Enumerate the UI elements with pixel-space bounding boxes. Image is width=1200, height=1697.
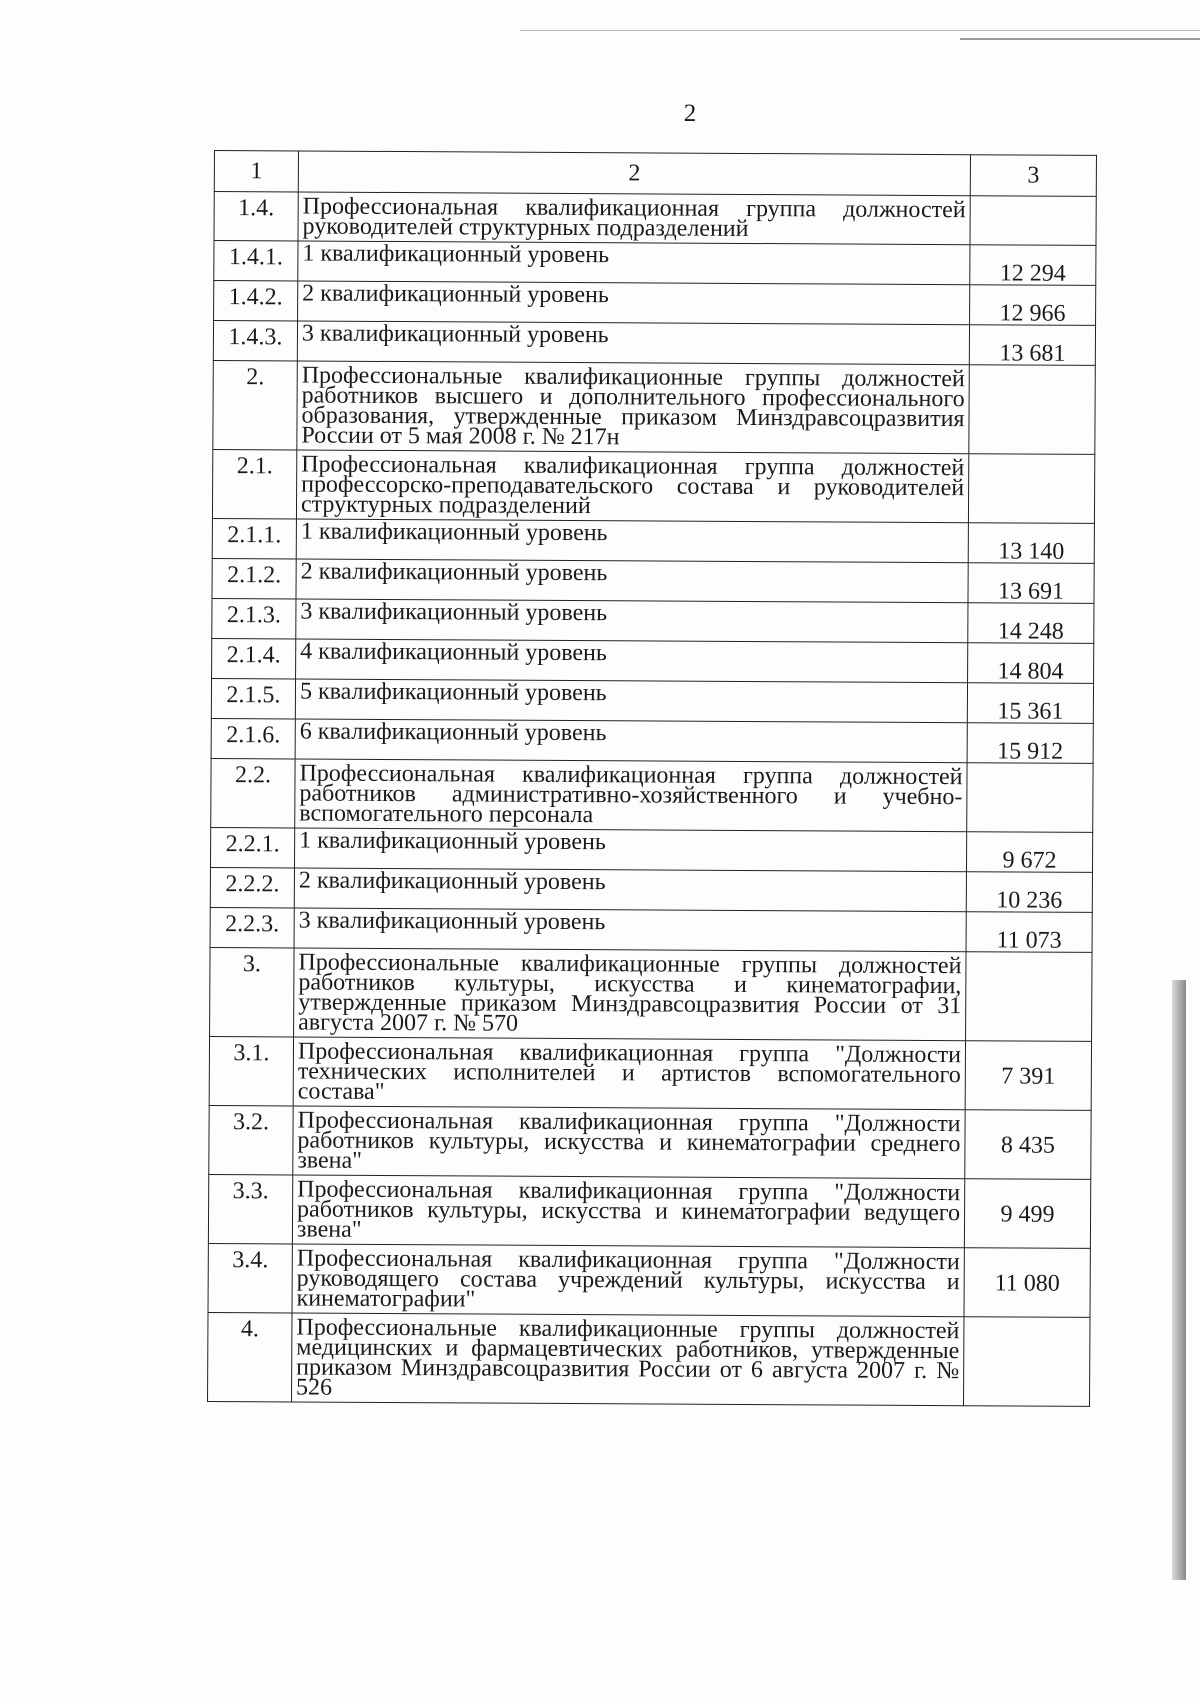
row-value-cell: 8 435 <box>965 1110 1091 1180</box>
table-row <box>208 1243 1090 1317</box>
table-row <box>212 518 1094 563</box>
row-value-cell <box>970 196 1096 246</box>
table-row <box>209 1105 1091 1179</box>
row-number-cell: 4. <box>208 1312 292 1401</box>
row-number-cell: 2.1. <box>212 449 296 518</box>
row-description-cell: Профессиональная квалификационная группа "Должности работников культуры, искусства и кинематографии ведущего звена" <box>292 1175 964 1248</box>
row-description-cell: Профессиональная квалификационная группа "Должности работников культуры, искусства и кинематографии среднего звена" <box>293 1106 965 1179</box>
table-row <box>210 827 1092 872</box>
row-number-cell: 3.2. <box>209 1105 293 1174</box>
row-value-cell: 7 391 <box>965 1041 1091 1111</box>
table-row <box>213 360 1095 454</box>
row-description-cell: 5 квалификационный уровень <box>295 679 967 723</box>
row-number-cell: 2.1.3. <box>212 598 296 638</box>
row-description-cell: Профессиональная квалификационная группа "Должности технических исполнителей и артистов вспомогательного состава" <box>293 1037 965 1110</box>
row-number-cell: 2.2. <box>211 758 295 827</box>
row-description-cell: Профессиональные квалификационные группы должностей медицинских и фармацевтических работников, утвержденные приказом Минздравсоцразвития России от 6 августа 2007 г. № 526 <box>292 1313 964 1406</box>
scan-edge-line <box>520 30 1200 31</box>
row-value-cell: 11 073 <box>966 912 1092 953</box>
row-value-cell <box>963 1317 1089 1407</box>
table-row <box>211 718 1093 763</box>
table-row <box>210 907 1092 952</box>
table-row <box>212 558 1094 603</box>
row-number-cell: 2.2.1. <box>210 827 294 867</box>
row-description-cell: 1 квалификационный уровень <box>296 519 968 563</box>
row-value-cell: 14 804 <box>968 643 1094 684</box>
table-row <box>209 1036 1091 1110</box>
row-description-cell: Профессиональная квалификационная группа "Должности руководящего состава учреждений культуры, искусства и кинематографии" <box>292 1244 964 1317</box>
salary-table-container <box>207 150 1096 1407</box>
table-row <box>211 758 1093 832</box>
row-number-cell: 2.2.3. <box>210 907 294 947</box>
row-number-cell: 2.1.1. <box>212 518 296 558</box>
table-row <box>210 867 1092 912</box>
row-number-cell: 2.1.2. <box>212 558 296 598</box>
row-value-cell: 15 361 <box>967 683 1093 724</box>
row-description-cell: 1 квалификационный уровень <box>294 828 966 872</box>
table-row <box>210 947 1092 1041</box>
row-description-cell: 6 квалификационный уровень <box>295 719 967 763</box>
row-value-cell: 13 681 <box>969 325 1095 366</box>
row-description-cell: 2 квалификационный уровень <box>298 281 970 325</box>
header-cell-name: 2 <box>298 151 970 196</box>
table-row <box>213 321 1095 366</box>
table-row <box>212 598 1094 643</box>
table-row <box>208 1312 1090 1406</box>
row-description-cell: 1 квалификационный уровень <box>298 241 970 285</box>
row-value-cell <box>966 952 1092 1042</box>
row-value-cell: 12 966 <box>970 285 1096 326</box>
row-number-cell: 2.1.6. <box>211 718 295 758</box>
row-description-cell: Профессиональные квалификационные группы должностей работников высшего и дополнительного профессионального образования, утвержденные приказом Минздравсоцразвития России от 5 мая 2008 г. № 217н <box>297 361 969 454</box>
scan-shadow-edge <box>1172 980 1186 1580</box>
row-value-cell: 13 691 <box>968 563 1094 604</box>
row-value-cell: 14 248 <box>968 603 1094 644</box>
row-value-cell: 9 672 <box>966 832 1092 873</box>
row-number-cell: 1.4. <box>214 192 298 241</box>
row-description-cell: 2 квалификационный уровень <box>296 559 968 603</box>
row-number-cell: 2.1.5. <box>211 678 295 718</box>
salary-table <box>207 150 1097 1407</box>
table-header-row <box>214 151 1096 197</box>
row-number-cell: 3.4. <box>208 1243 292 1312</box>
row-description-cell: 4 квалификационный уровень <box>296 639 968 683</box>
row-description-cell: 3 квалификационный уровень <box>296 599 968 643</box>
table-row <box>214 241 1096 286</box>
table-row <box>212 638 1094 683</box>
scan-edge-line-secondary <box>960 38 1200 40</box>
row-value-cell <box>967 763 1093 833</box>
row-value-cell: 12 294 <box>970 245 1096 286</box>
row-number-cell: 3.1. <box>209 1036 293 1105</box>
table-row <box>208 1174 1090 1248</box>
row-number-cell: 2.2.2. <box>210 867 294 907</box>
header-cell-value: 3 <box>970 155 1096 197</box>
row-value-cell: 15 912 <box>967 723 1093 764</box>
row-value-cell <box>968 454 1094 524</box>
row-number-cell: 1.4.2. <box>214 281 298 321</box>
row-number-cell: 3. <box>210 947 294 1036</box>
row-description-cell: Профессиональные квалификационные группы должностей работников культуры, искусства и кинематографии, утвержденные приказом Минздравсоцразвития России от 31 августа 2007 г. № 570 <box>294 948 966 1041</box>
salary-table-body <box>208 151 1097 1407</box>
row-value-cell: 13 140 <box>968 523 1094 564</box>
row-description-cell: 3 квалификационный уровень <box>294 908 966 952</box>
table-row <box>211 678 1093 723</box>
row-number-cell: 2. <box>213 360 297 449</box>
row-description-cell: Профессиональная квалификационная группа должностей руководителей структурных подразделений <box>298 192 970 245</box>
row-value-cell: 9 499 <box>964 1179 1090 1249</box>
row-number-cell: 3.3. <box>208 1174 292 1243</box>
row-value-cell: 11 080 <box>964 1248 1090 1318</box>
row-number-cell: 1.4.3. <box>213 321 297 361</box>
row-description-cell: 2 квалификационный уровень <box>294 868 966 912</box>
table-row <box>214 192 1096 246</box>
row-number-cell: 1.4.1. <box>214 241 298 281</box>
row-description-cell: Профессиональная квалификационная группа должностей профессорско-преподавательского состава и руководителей структурных подразделений <box>296 450 968 523</box>
table-row <box>214 281 1096 326</box>
page-number: 2 <box>683 100 697 127</box>
table-row <box>212 449 1094 523</box>
row-number-cell: 2.1.4. <box>212 638 296 678</box>
row-description-cell: Профессиональная квалификационная группа должностей работников административно-хозяйственного и учебно-вспомогательного персонала <box>295 759 967 832</box>
header-cell-number: 1 <box>214 151 298 192</box>
row-value-cell: 10 236 <box>966 872 1092 913</box>
row-description-cell: 3 квалификационный уровень <box>297 321 969 365</box>
row-value-cell <box>969 365 1095 455</box>
